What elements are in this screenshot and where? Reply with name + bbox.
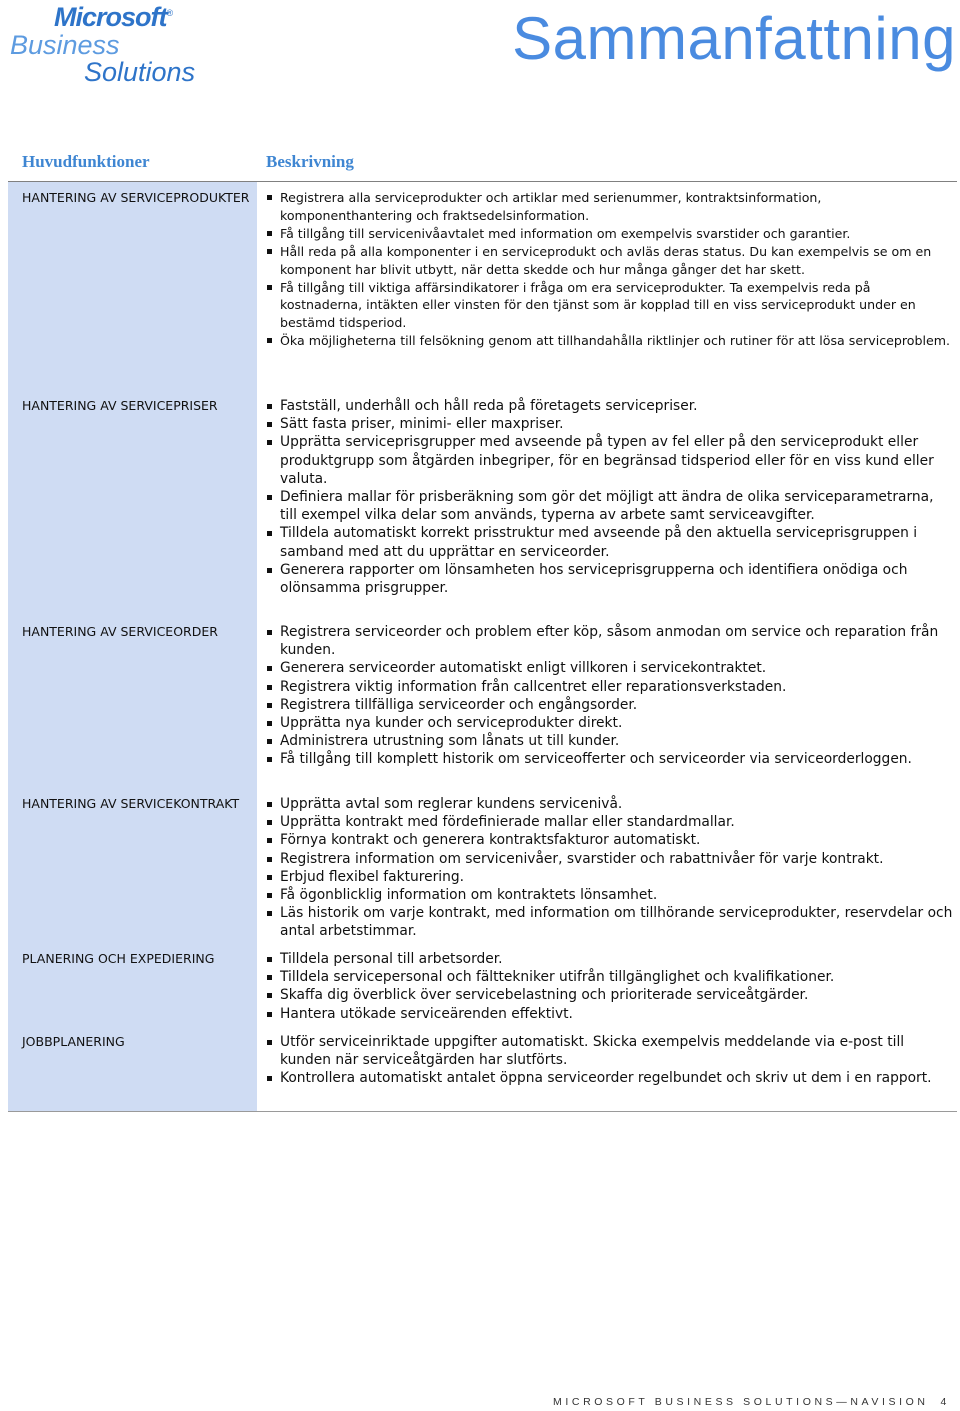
list-item: Erbjud flexibel fakturering. (265, 868, 953, 886)
list-item: Hantera utökade serviceärenden effektivt. (265, 1005, 953, 1023)
list-item: Få tillgång till servicenivåavtalet med information om exempelvis svarstider och garantier. (265, 225, 953, 243)
page-number: 4 (940, 1396, 950, 1408)
list-item: Registrera viktig information från callcentret eller reparationsverkstaden. (265, 678, 953, 696)
list-item: Läs historik om varje kontrakt, med information om tillhörande serviceprodukter, reservdelar och antal arbetstimmar. (265, 904, 953, 940)
column-header-functions: Huvudfunktioner (22, 152, 150, 171)
list-item: Utför serviceinriktade uppgifter automatiskt. Skicka exempelvis meddelande via e-post till kunden när serviceåtgärden har slutförts. (265, 1033, 953, 1069)
list-item: Skaffa dig överblick över servicebelastning och prioriterade serviceåtgärder. (265, 986, 953, 1004)
logo-microsoft-wordmark: Microsoft® (54, 2, 173, 32)
list-item: Registrera tillfälliga serviceorder och engångsorder. (265, 696, 953, 714)
bullet-list-serviceorder (265, 623, 953, 769)
bullet-list-jobbplanering (265, 1033, 953, 1088)
list-item: Fastställ, underhåll och håll reda på företagets servicepriser. (265, 397, 953, 415)
row-label-serviceorder: HANTERING AV SERVICEORDER (22, 624, 218, 639)
list-item: Sätt fasta priser, minimi- eller maxpriser. (265, 415, 953, 433)
bullet-list-planering (265, 950, 953, 1023)
page-title: Sammanfattning (512, 5, 956, 72)
list-item: Upprätta serviceprisgrupper med avseende på typen av fel eller på den serviceprodukt eller produktgrupp som åtgärden inbegriper, för en begränsad tidsperiod eller för en viss kund eller valuta. (265, 433, 953, 488)
list-item: Få tillgång till viktiga affärsindikatorer i fråga om era serviceprodukter. Ta exempelvis reda på kostnaderna, intäkten eller vinsten för den tjänst som är kopplad till en viss serviceprodukt under en bestämd tidsperiod. (265, 279, 953, 333)
bullet-list-serviceprodukter (265, 189, 953, 350)
list-item: Förnya kontrakt och generera kontraktsfakturor automatiskt. (265, 831, 953, 849)
list-item: Generera serviceorder automatiskt enligt villkoren i servicekontraktet. (265, 659, 953, 677)
logo-business-solutions-wordmark: Business Solutions (10, 30, 196, 87)
row-label-serviceprodukter: HANTERING AV SERVICEPRODUKTER (22, 190, 250, 205)
bullet-list-servicekontrakt (265, 795, 953, 941)
column-header-description: Beskrivning (266, 152, 354, 171)
list-item: Få ögonblicklig information om kontraktets lönsamhet. (265, 886, 953, 904)
list-item: Upprätta kontrakt med fördefinierade mallar eller standardmallar. (265, 813, 953, 831)
row-label-planering: PLANERING OCH EXPEDIERING (22, 951, 215, 966)
header-divider (8, 181, 957, 182)
footer-product-name: MICROSOFT BUSINESS SOLUTIONS—NAVISION (553, 1396, 929, 1408)
list-item: Registrera alla serviceprodukter och artiklar med serienummer, kontraktsinformation, komponenthantering och fraktsedelsinformation. (265, 189, 953, 225)
function-column-background (8, 182, 257, 1111)
list-item: Administrera utrustning som lånats ut till kunder. (265, 732, 953, 750)
list-item: Upprätta avtal som reglerar kundens servicenivå. (265, 795, 953, 813)
list-item: Tilldela automatiskt korrekt prisstruktur med avseende på den aktuella serviceprisgruppen i samband med att du upprättar en serviceorder. (265, 524, 953, 560)
row-label-servicekontrakt: HANTERING AV SERVICEKONTRAKT (22, 796, 240, 811)
list-item: Öka möjligheterna till felsökning genom att tillhandahålla riktlinjer och rutiner för att lösa serviceproblem. (265, 332, 953, 350)
list-item: Registrera information om servicenivåer, svarstider och rabattnivåer för varje kontrakt. (265, 850, 953, 868)
table-bottom-divider (8, 1111, 957, 1112)
list-item: Tilldela personal till arbetsorder. (265, 950, 953, 968)
list-item: Generera rapporter om lönsamheten hos serviceprisgrupperna och identifiera onödiga och olönsamma prisgrupper. (265, 561, 953, 597)
list-item: Registrera serviceorder och problem efter köp, såsom anmodan om service och reparation från kunden. (265, 623, 953, 659)
row-label-servicepriser: HANTERING AV SERVICEPRISER (22, 398, 218, 413)
list-item: Definiera mallar för prisberäkning som gör det möjligt att ändra de olika serviceparametrarna, till exempel vilka delar som används, typerna av arbete samt serviceavgifter. (265, 488, 953, 524)
row-label-jobbplanering: JOBBPLANERING (22, 1034, 125, 1049)
list-item: Tilldela servicepersonal och fälttekniker utifrån tillgänglighet och kvalifikationer. (265, 968, 953, 986)
list-item: Kontrollera automatiskt antalet öppna serviceorder regelbundet och skriv ut dem i en rapport. (265, 1069, 953, 1087)
microsoft-business-solutions-logo (8, 2, 228, 86)
list-item: Upprätta nya kunder och serviceprodukter direkt. (265, 714, 953, 732)
list-item: Få tillgång till komplett historik om serviceofferter och serviceorder via serviceorderloggen. (265, 750, 953, 768)
list-item: Håll reda på alla komponenter i en serviceprodukt och avläs deras status. Du kan exempelvis se om en komponent har blivit utbytt, när detta skedde och hur många gånger det har skett. (265, 243, 953, 279)
page-footer (553, 1396, 950, 1408)
bullet-list-servicepriser (265, 397, 953, 597)
